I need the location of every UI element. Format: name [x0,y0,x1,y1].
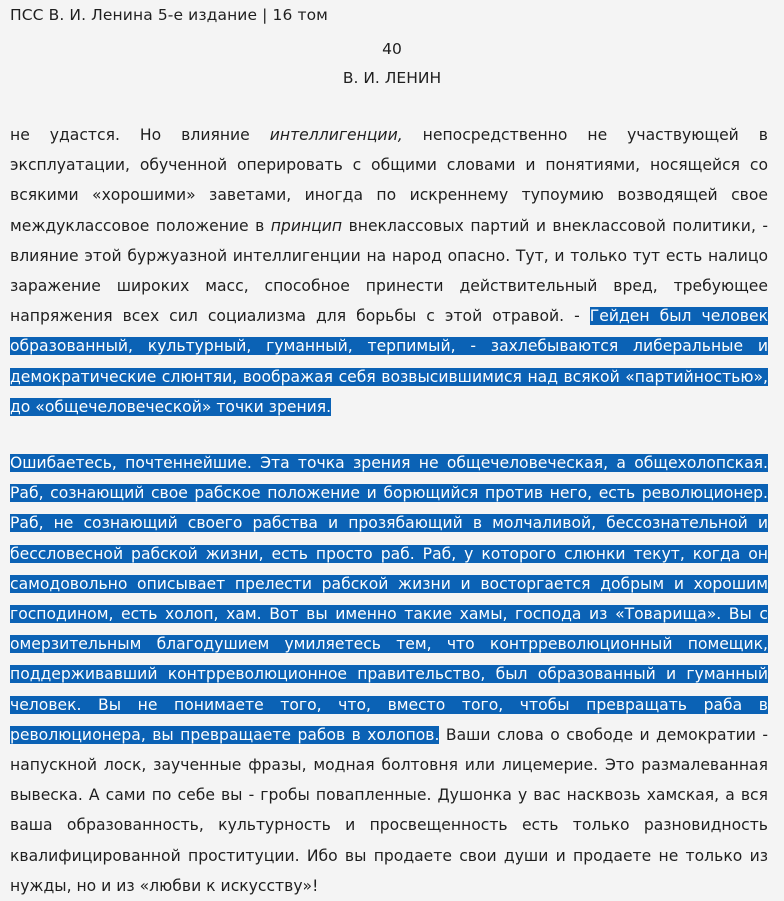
paragraph-1-text-b: непосредственно не участвующей в эксплуатации, обученной оперировать с общими словами и понятиями, носящейся со всякими «хорошими» заветами, иногда по искреннему тупоумию возводящей свое междуклассовое положение в [10,126,768,235]
emphasis-principle: принцип [270,216,343,235]
paragraph-1-text-a: не удастся. Но влияние [10,126,270,144]
paragraph-2[interactable] [10,448,768,901]
paragraph-1-text-c: внеклассовых партий и внеклассовой политики, - влияние этой буржуазной интеллигенции на народ опасно. Тут, и только тут есть налицо заражение широких масс, способное принести действительный вред, требующее напряжения всех сил социализма для борьбы с этой отравой. - [10,216,768,326]
running-head: В. И. ЛЕНИН [342,69,442,87]
document-body[interactable] [10,120,768,901]
paragraph-2-text-rest: Ваши слова о свободе и демократии - напускной лоск, заученные фразы, модная болтовня или лицемерие. Это размалеванная вывеска. А сами по себе вы - гробы повапленные. Душонка у вас насквозь хамская, а вся ваша образованность, культурность и просвещенность есть только разновидность квалифицированной проституции. Ибо вы продаете свои души и продаете не только из нужды, но и из «любви к искусству»! [10,725,768,895]
paragraph-1[interactable] [10,120,768,422]
selected-text-2[interactable]: Ошибаетесь, почтеннейшие. Эта точка зрения не общечеловеческая, а общехолопская. Раб, сознающий свое рабское положение и борющийся против него, есть революционер. Раб, не сознающий своего рабства и прозябающий в молчаливой, бессознательной и бессловесной рабской жизни, есть просто раб. Раб, у которого слюнки текут, когда он самодовольно описывает прелести рабской жизни и восторгается добрым и хорошим господином, есть холоп, хам. Вот вы именно такие хамы, господа из «Товарища». Вы с омерзительным благодушием умиляетесь тем, что контрреволюционный помещик, поддерживавший контрреволюционное правительство, был образованный и гуманный человек. Вы не понимаете того, что, вместо того, чтобы превращать раба в революционера, вы превращаете рабов в холопов. [10,454,768,744]
emphasis-intelligentsia: интеллигенции, [269,126,403,144]
page-number: 40 [382,40,402,58]
document-header: ПСС В. И. Ленина 5-е издание | 16 том [10,6,328,24]
selected-text-1[interactable]: Гейден был человек образованный, культурный, гуманный, терпимый, - захлебываются либеральные и демократические слюнтяи, воображая себя возвысившимися над всякой «партийностью», до «общечеловеческой» точки зрения. [10,307,769,416]
